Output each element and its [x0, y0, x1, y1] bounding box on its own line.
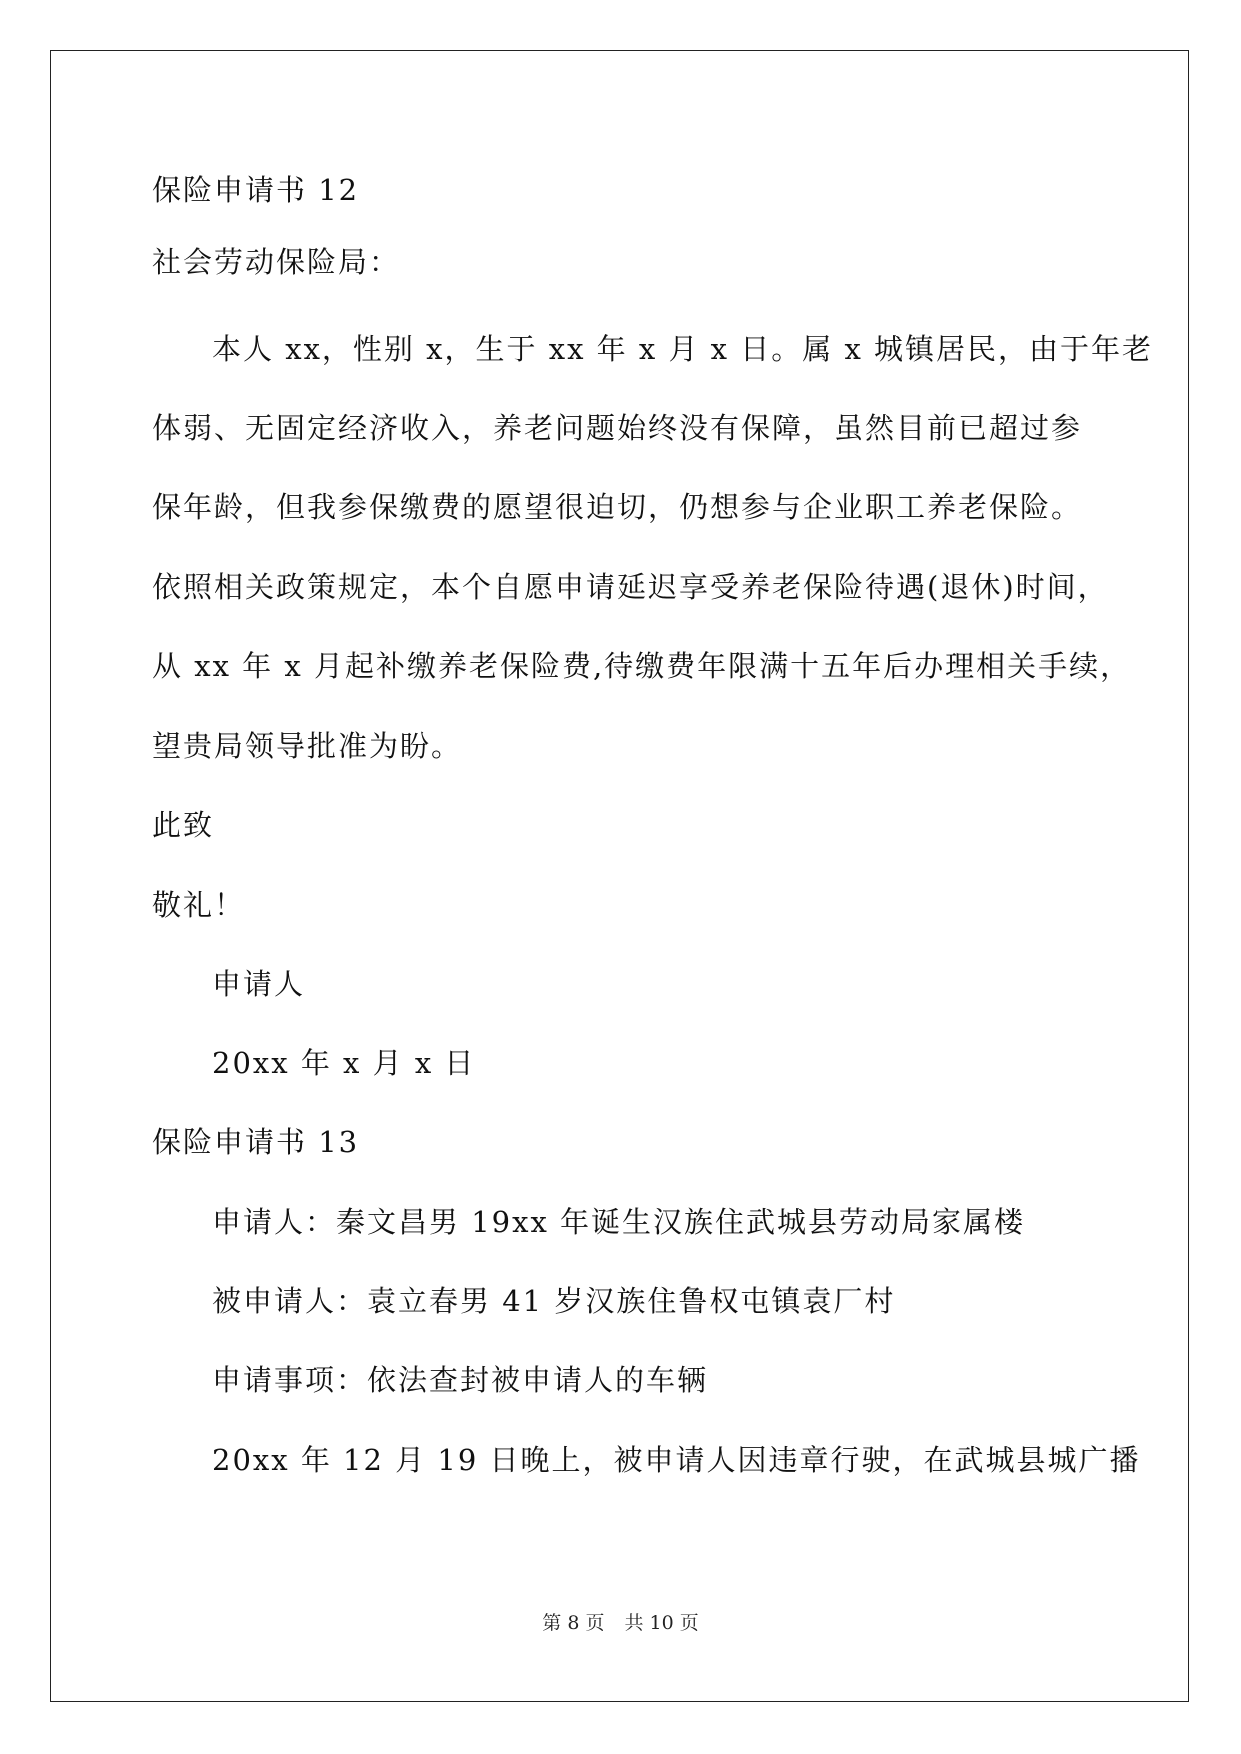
closing-line: 此致 — [152, 808, 215, 842]
paragraph-line: 体弱、无固定经济收入，养老问题始终没有保障，虽然目前已超过参 — [152, 411, 1083, 445]
page-footer — [0, 1611, 1241, 1635]
paragraph-line: 从 xx 年 x 月起补缴养老保险费,待缴费年限满十五年后办理相关手续， — [152, 649, 1132, 683]
section-heading-12: 保险申请书 12 — [152, 173, 360, 207]
applicant-info: 申请人：秦文昌男 19xx 年诞生汉族住武城县劳动局家属楼 — [212, 1205, 1026, 1239]
page-number: 第 8 页 — [542, 1612, 605, 1634]
paragraph-line: 保年龄，但我参保缴费的愿望很迫切，仍想参与企业职工养老保险。 — [152, 490, 1083, 524]
page-total: 共 10 页 — [624, 1612, 699, 1634]
respondent-info: 被申请人：袁立春男 41 岁汉族住鲁权屯镇袁厂村 — [212, 1284, 896, 1318]
closing-greeting: 敬礼！ — [152, 888, 246, 922]
paragraph-line: 20xx 年 12 月 19 日晚上，被申请人因违章行驶，在武城县城广播 — [212, 1443, 1141, 1477]
application-matter: 申请事项：依法查封被申请人的车辆 — [212, 1363, 709, 1397]
salutation: 社会劳动保险局： — [152, 245, 401, 279]
section-heading-13: 保险申请书 13 — [152, 1125, 360, 1159]
signature-date: 20xx 年 x 月 x 日 — [212, 1046, 476, 1080]
paragraph-line: 本人 xx，性别 x，生于 xx 年 x 月 x 日。属 x 城镇居民，由于年老 — [212, 332, 1154, 366]
paragraph-line: 望贵局领导批准为盼。 — [152, 729, 463, 763]
paragraph-line: 依照相关政策规定，本个自愿申请延迟享受养老保险待遇(退休)时间， — [152, 570, 1109, 604]
applicant-signature: 申请人 — [212, 967, 306, 1001]
